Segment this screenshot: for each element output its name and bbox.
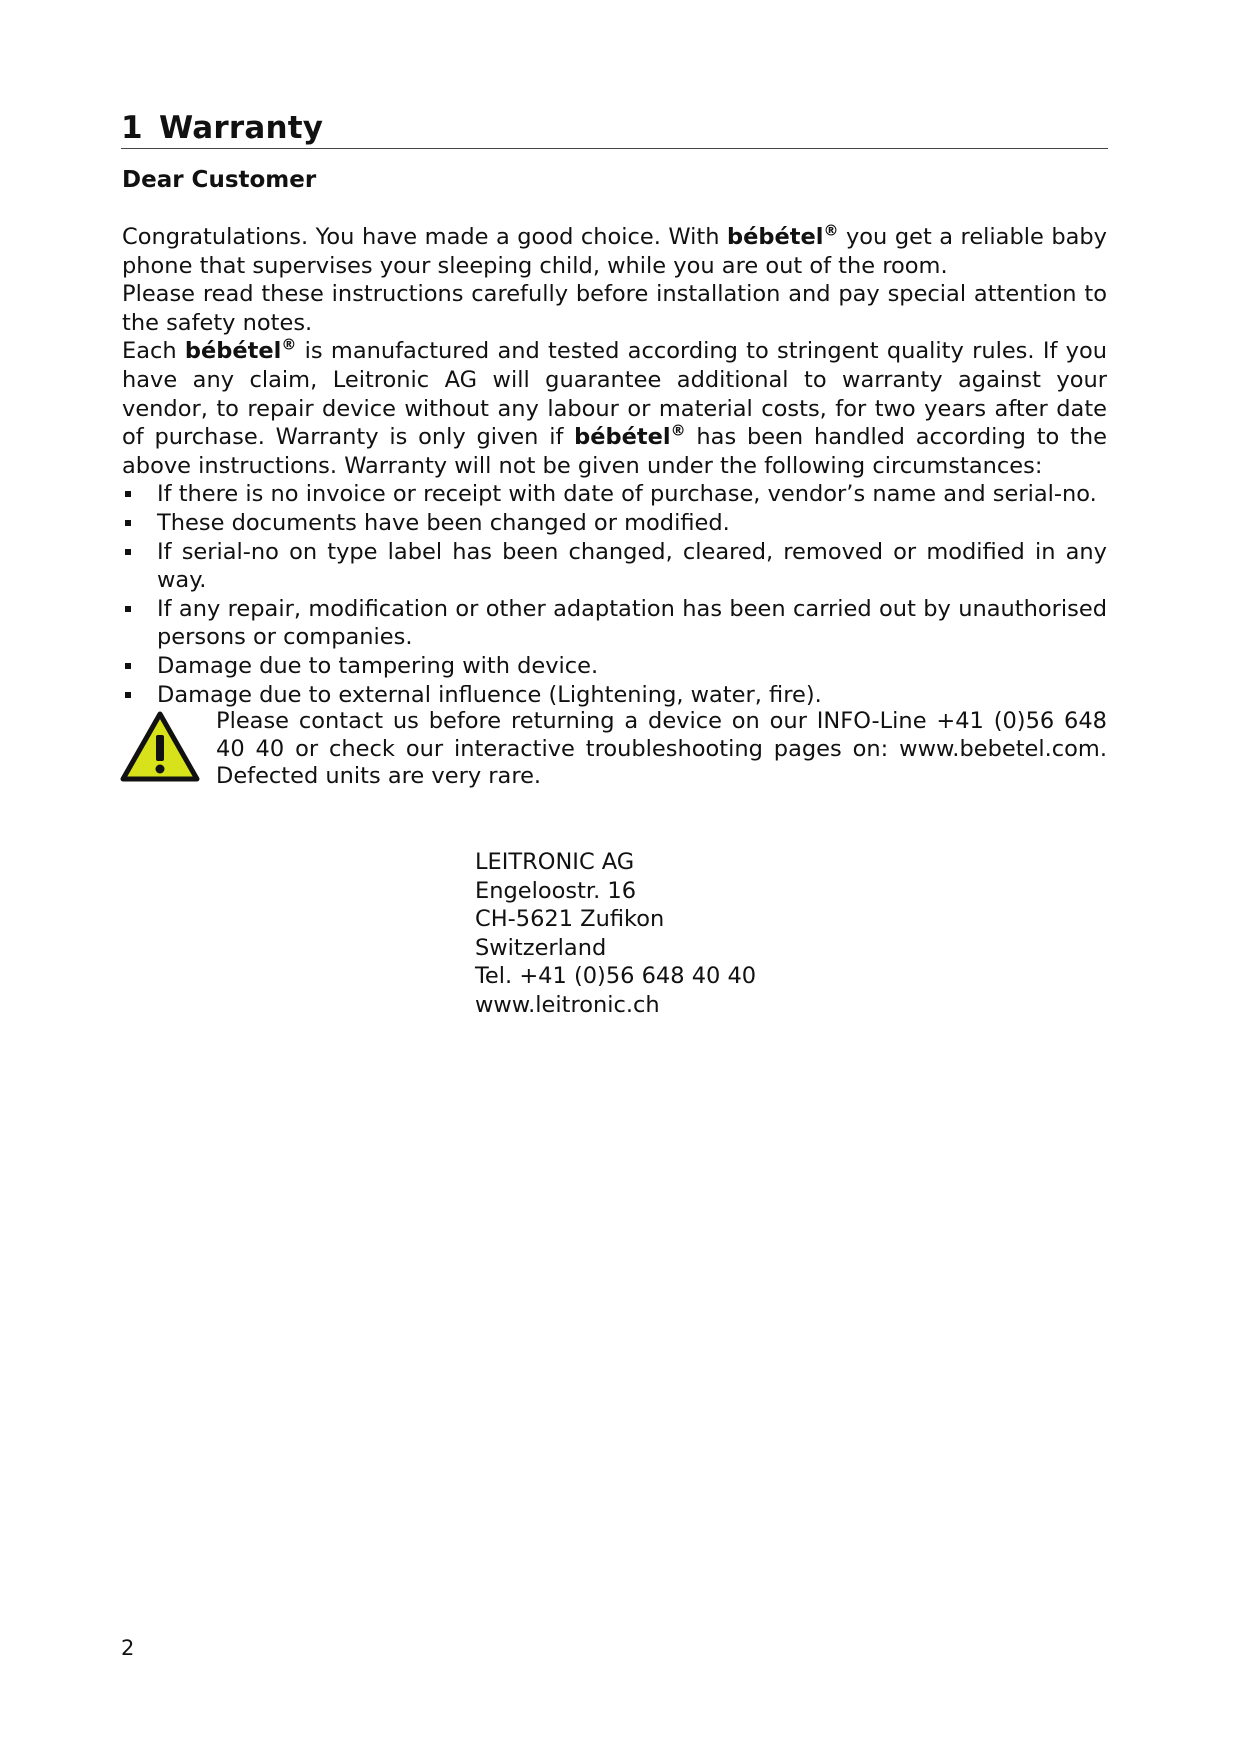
list-item: [122, 595, 1107, 652]
square-bullet-icon: [125, 549, 131, 555]
square-bullet-icon: [125, 491, 131, 497]
intro-text: Congratulations. You have made a good choice. With: [122, 224, 727, 250]
intro-text: is manufactured and tested according to stringent quality rules. If you have any claim, Leitronic AG will guarantee additional to warranty against your vendor, to repair device without any labour or material costs, for two years after date of purchase. Warranty is only given if: [122, 338, 1107, 451]
warranty-body: [122, 223, 1107, 709]
phone: Tel. +41 (0)56 648 40 40: [475, 963, 757, 990]
registered-mark: ®: [670, 421, 686, 440]
list-item-text: Damage due to tampering with device.: [157, 652, 599, 679]
section-title: [121, 110, 1108, 146]
brand-name-text: bébétel: [574, 424, 671, 451]
section-heading: [121, 110, 1108, 149]
list-item-text: If there is no invoice or receipt with date of purchase, vendor’s name and serial-no.: [157, 481, 1097, 508]
warning-triangle-icon: [120, 710, 200, 782]
list-item: [122, 509, 1107, 538]
country: Switzerland: [475, 934, 607, 961]
brand-name: [184, 335, 297, 365]
city: CH-5621 Zufikon: [475, 906, 665, 933]
section-title-text: Warranty: [159, 110, 324, 146]
intro-paragraph-3: [122, 337, 1107, 480]
notice-text: Please contact us before returning a device on our INFO-Line +41 (0)56 648 40 40 or check our interactive troubleshooting pages on: www.bebetel.com. Defected units are very rare.: [216, 708, 1107, 790]
page-number: 2: [121, 1636, 135, 1660]
intro-paragraph-2: Please read these instructions carefully before installation and pay special attention to the safety notes.: [122, 281, 1107, 336]
list-item: [122, 538, 1107, 595]
brand-name-text: bébétel: [184, 338, 282, 365]
square-bullet-icon: [125, 606, 131, 612]
warranty-exclusions-list: [122, 480, 1107, 709]
registered-mark: ®: [281, 335, 297, 354]
list-item-text: If any repair, modification or other adaptation has been carried out by unauthorised persons or companies.: [157, 595, 1107, 651]
intro-text: has been handled according to the above instructions. Warranty will not be given under the following circumstances:: [122, 424, 1107, 479]
list-item-text: If serial-no on type label has been changed, cleared, removed or modified in any way.: [157, 538, 1107, 594]
list-item: [122, 652, 1107, 681]
street: Engeloostr. 16: [475, 877, 637, 904]
section-number: 1: [121, 110, 143, 146]
company-address: [475, 848, 756, 1020]
intro-text: you get a reliable baby phone that supervises your sleeping child, while you are out of the room.: [122, 224, 1107, 279]
square-bullet-icon: [125, 663, 131, 669]
registered-mark: ®: [823, 221, 839, 240]
list-item-text: Damage due to external influence (Lightening, water, fire).: [157, 681, 822, 708]
brand-name: [727, 221, 839, 250]
intro-paragraph-1: [122, 223, 1107, 280]
brand-name-text: bébétel: [727, 224, 824, 250]
brand-name: [574, 421, 686, 451]
list-item: [122, 480, 1107, 509]
list-item: [122, 681, 1107, 710]
square-bullet-icon: [125, 692, 131, 698]
website: www.leitronic.ch: [475, 991, 660, 1018]
list-item-text: These documents have been changed or modified.: [157, 509, 730, 536]
salutation-heading: Dear Customer: [122, 167, 317, 193]
square-bullet-icon: [125, 520, 131, 526]
company-name: LEITRONIC AG: [475, 849, 635, 875]
intro-text: Each: [122, 338, 185, 365]
